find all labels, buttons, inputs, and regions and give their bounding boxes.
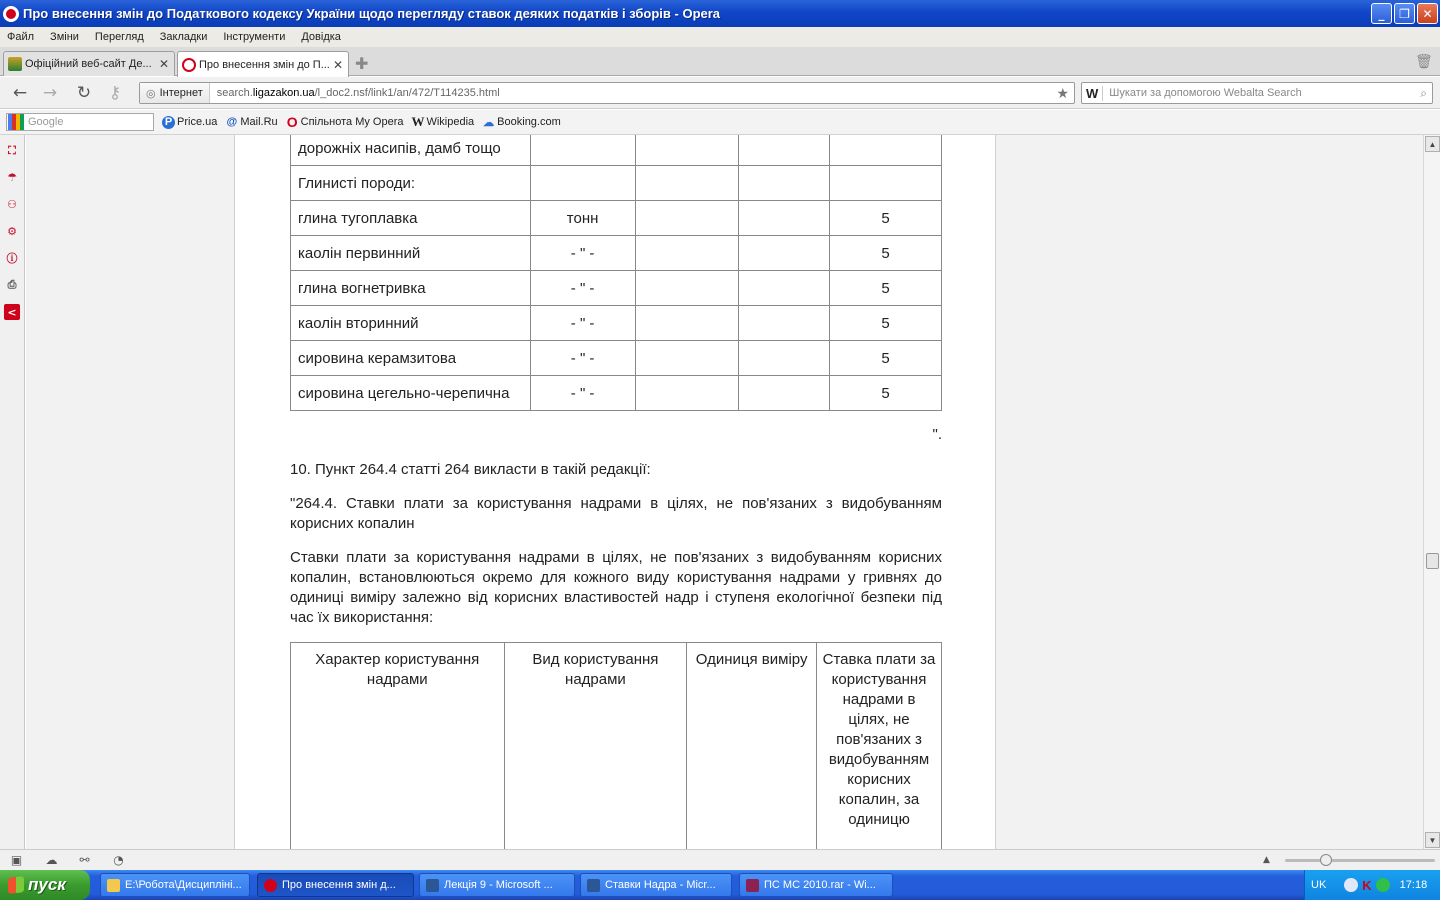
windows-logo-icon <box>8 876 24 894</box>
zoom-slider-track[interactable] <box>1285 859 1435 862</box>
menu-edit[interactable]: Зміни <box>50 31 79 43</box>
rate-cell <box>830 166 942 201</box>
language-indicator[interactable]: UK <box>1311 879 1327 891</box>
mineral-name-cell: сировина цегельно-черепична <box>291 376 531 411</box>
scroll-up-arrow-icon[interactable]: ▲ <box>1425 136 1440 152</box>
mail-ru-icon: @ <box>226 116 238 128</box>
unit-cell <box>530 135 635 166</box>
table-row <box>291 135 942 166</box>
links-panel-icon[interactable]: ⚇ <box>7 197 17 211</box>
rate-cell <box>830 135 942 166</box>
tab-bar <box>0 47 1440 76</box>
unit-cell: - " - <box>530 376 635 411</box>
opera-icon: O <box>286 114 298 130</box>
winrar-archive-icon <box>746 879 759 892</box>
rate-cell: 5 <box>830 236 942 271</box>
empty-cell <box>635 306 739 341</box>
table-row <box>291 376 942 411</box>
maximize-button[interactable]: ❐ <box>1394 3 1415 24</box>
word-document-icon <box>587 879 600 892</box>
menu-view[interactable]: Перегляд <box>94 31 144 43</box>
new-tab-icon[interactable]: ✚ <box>355 56 369 73</box>
no-entry-icon <box>182 58 196 72</box>
menu-bar <box>0 27 1440 47</box>
search-icon[interactable]: ⌕ <box>1420 85 1427 100</box>
menu-file[interactable]: Файл <box>7 31 35 43</box>
empty-cell <box>739 271 830 306</box>
tab-current-document[interactable] <box>177 51 349 77</box>
table-row <box>291 271 942 306</box>
unit-cell: - " - <box>530 341 635 376</box>
minerals-rate-table <box>290 135 942 411</box>
empty-cell <box>635 341 739 376</box>
empty-cell <box>739 135 830 166</box>
empty-cell <box>635 236 739 271</box>
status-green-icon[interactable] <box>1376 878 1390 892</box>
mineral-name-cell: глина тугоплавка <box>291 201 531 236</box>
google-icon <box>8 114 24 130</box>
unit-cell: - " - <box>530 306 635 341</box>
rate-cell: 5 <box>830 306 942 341</box>
folder-icon <box>107 879 120 892</box>
personal-bar <box>0 110 1440 135</box>
opera-icon <box>264 879 277 892</box>
empty-cell <box>739 236 830 271</box>
paragraph-rates-description: Ставки плати за користування надрами в цілях, не пов'язаних з видобуванням корисних копалин, встановлюються окремо для кожного виду користування надрами у гривнях до одиниці виміру залежно від корисних властивостей надр і ступеня екологічної безпеки під час їх використання: <box>290 549 942 626</box>
antivirus-icon[interactable]: K <box>1362 877 1372 893</box>
bookmark-star-icon[interactable]: ★ <box>1056 84 1069 101</box>
unite-icon[interactable]: ⚯ <box>79 853 90 867</box>
bookmark-mail-ru[interactable]: @ Mail.Ru <box>226 116 278 128</box>
status-bar <box>0 849 1440 870</box>
unit-cell: - " - <box>530 271 635 306</box>
empty-cell <box>739 341 830 376</box>
back-icon[interactable]: ← <box>12 83 28 103</box>
header-character-of-use: Характер користування надрами <box>291 643 505 850</box>
taskbar-item-winrar[interactable]: ПС МС 2010.rar - Wi... <box>739 873 893 897</box>
empty-cell <box>739 306 830 341</box>
panel-toggle-icon[interactable]: ▣ <box>10 853 23 867</box>
turbo-icon[interactable]: ◔ <box>113 853 124 867</box>
header-unit: Одиниця виміру <box>687 643 817 850</box>
empty-cell <box>635 135 739 166</box>
google-search-input[interactable]: Google <box>6 113 154 131</box>
table-row <box>291 236 942 271</box>
reload-icon[interactable]: ↻ <box>76 83 92 103</box>
paragraph-item-10: 10. Пункт 264.4 статті 264 викласти в такій редакції: <box>290 461 651 478</box>
scroll-thumb[interactable] <box>1426 553 1439 569</box>
mineral-name-cell: Глинисті породи: <box>291 166 531 201</box>
widgets-panel-icon[interactable]: ☂ <box>7 170 17 184</box>
tab-label: Офіційний веб-сайт Де... <box>25 58 152 70</box>
tab-label: Про внесення змін до П... <box>199 58 330 71</box>
rate-cell: 5 <box>830 376 942 411</box>
webalta-icon[interactable]: W <box>1082 86 1103 101</box>
taskbar-item-word-rates[interactable]: Ставки Надра - Micr... <box>580 873 732 897</box>
forward-icon[interactable]: → <box>42 83 58 103</box>
table-row <box>291 166 942 201</box>
rate-cell: 5 <box>830 271 942 306</box>
vertical-scrollbar[interactable] <box>1423 135 1440 849</box>
windows-taskbar <box>0 870 1440 900</box>
minimize-button[interactable]: _ <box>1371 3 1392 24</box>
table-row <box>291 341 942 376</box>
globe-icon: ◎ <box>146 87 156 100</box>
tab-close-icon[interactable]: ✕ <box>158 57 170 71</box>
trash-icon[interactable]: 🗑 <box>1415 53 1433 69</box>
unit-cell: - " - <box>530 236 635 271</box>
wikipedia-icon: W <box>411 114 425 129</box>
unit-cell <box>530 166 635 201</box>
scroll-down-arrow-icon[interactable]: ▼ <box>1425 832 1440 848</box>
empty-cell <box>739 201 830 236</box>
menu-help[interactable]: Довідка <box>301 31 341 43</box>
tab-close-icon[interactable]: ✕ <box>332 57 344 72</box>
header-rate: Ставка плати за користування надрами в цілях, не пов'язаних з видобуванням корисних копалин, за одиницю <box>817 643 942 850</box>
share-panel-icon[interactable]: < <box>4 304 20 320</box>
table-header-row <box>291 643 942 850</box>
taskbar-item-explorer[interactable]: E:\Робота\Дисципліні... <box>100 873 250 897</box>
rate-cell: 5 <box>830 341 942 376</box>
empty-cell <box>739 166 830 201</box>
menu-bookmarks[interactable]: Закладки <box>159 31 208 43</box>
security-label: Інтернет <box>159 87 203 99</box>
taskbar-item-word-lecture[interactable]: Лекція 9 - Microsoft ... <box>419 873 575 897</box>
search-field[interactable] <box>1081 82 1433 104</box>
empty-cell <box>635 271 739 306</box>
table-row <box>291 306 942 341</box>
empty-cell <box>635 376 739 411</box>
opera-link-icon[interactable]: ☁ <box>45 853 58 867</box>
address-bar[interactable] <box>139 82 1075 104</box>
bookmark-wikipedia[interactable]: W Wikipedia <box>411 114 475 129</box>
zoom-slider-knob[interactable] <box>1320 854 1332 866</box>
mineral-name-cell: сировина керамзитова <box>291 341 531 376</box>
mineral-name-cell: глина вогнетривка <box>291 271 531 306</box>
url-text[interactable]: search.ligazakon.ua/l_doc2.nsf/link1/an/472/T114235.html <box>216 87 500 99</box>
taskbar-item-opera[interactable]: Про внесення змін д... <box>257 873 414 897</box>
coat-of-arms-icon <box>8 57 22 71</box>
security-badge[interactable] <box>140 83 210 103</box>
booking-icon: ☁ <box>483 116 495 129</box>
tab-official-site[interactable] <box>3 51 175 76</box>
search-placeholder: Шукати за допомогою Webalta Search <box>1109 87 1302 99</box>
empty-cell <box>635 201 739 236</box>
side-panel <box>0 135 25 849</box>
key-icon[interactable]: ⚷ <box>108 83 122 103</box>
mineral-name-cell: каолін вторинний <box>291 306 531 341</box>
clock[interactable]: 17:18 <box>1399 879 1428 891</box>
word-document-icon <box>426 879 439 892</box>
window-title: Про внесення змін до Податкового кодексу України щодо перегляду ставок деяких податків і зборів - Opera <box>23 6 721 21</box>
opera-logo-icon <box>3 6 19 22</box>
bookmark-price-ua[interactable]: P Price.ua <box>162 116 217 129</box>
paragraph-264-4-heading: "264.4. Ставки плати за користування надрами в цілях, не пов'язаних з видобуванням корисних копалин <box>290 495 942 532</box>
zoom-up-icon[interactable]: ▲ <box>1263 855 1270 865</box>
start-button[interactable]: пуск <box>0 870 90 900</box>
price-ua-icon: P <box>162 116 175 129</box>
navigation-bar <box>0 77 1440 109</box>
page-viewport[interactable] <box>26 135 1423 849</box>
closing-quote: ". <box>932 426 942 443</box>
unite-panel-icon[interactable]: ⚙ <box>7 224 17 238</box>
mineral-name-cell: каолін первинний <box>291 236 531 271</box>
document-page <box>234 135 996 849</box>
bookmark-booking[interactable]: ☁ Booking.com <box>483 116 561 129</box>
print-panel-icon[interactable]: ⎙ <box>7 278 17 291</box>
network-icon[interactable] <box>1344 878 1358 892</box>
bookmarks-panel-icon[interactable]: ⛶ <box>8 144 16 157</box>
system-tray <box>1304 870 1440 900</box>
window-title-bar[interactable] <box>0 0 1440 27</box>
menu-tools[interactable]: Інструменти <box>223 31 286 43</box>
header-type-of-use: Вид користування надрами <box>504 643 687 850</box>
info-panel-icon[interactable]: ⓘ <box>6 252 18 265</box>
bookmark-my-opera[interactable]: O Спільнота My Opera <box>286 114 404 130</box>
empty-cell <box>739 376 830 411</box>
rate-cell: 5 <box>830 201 942 236</box>
table-row <box>291 201 942 236</box>
close-button[interactable]: ✕ <box>1417 3 1438 24</box>
subsoil-use-rate-table <box>290 642 942 849</box>
unit-cell: тонн <box>530 201 635 236</box>
mineral-name-cell: дорожніх насипів, дамб тощо <box>291 135 531 166</box>
empty-cell <box>635 166 739 201</box>
